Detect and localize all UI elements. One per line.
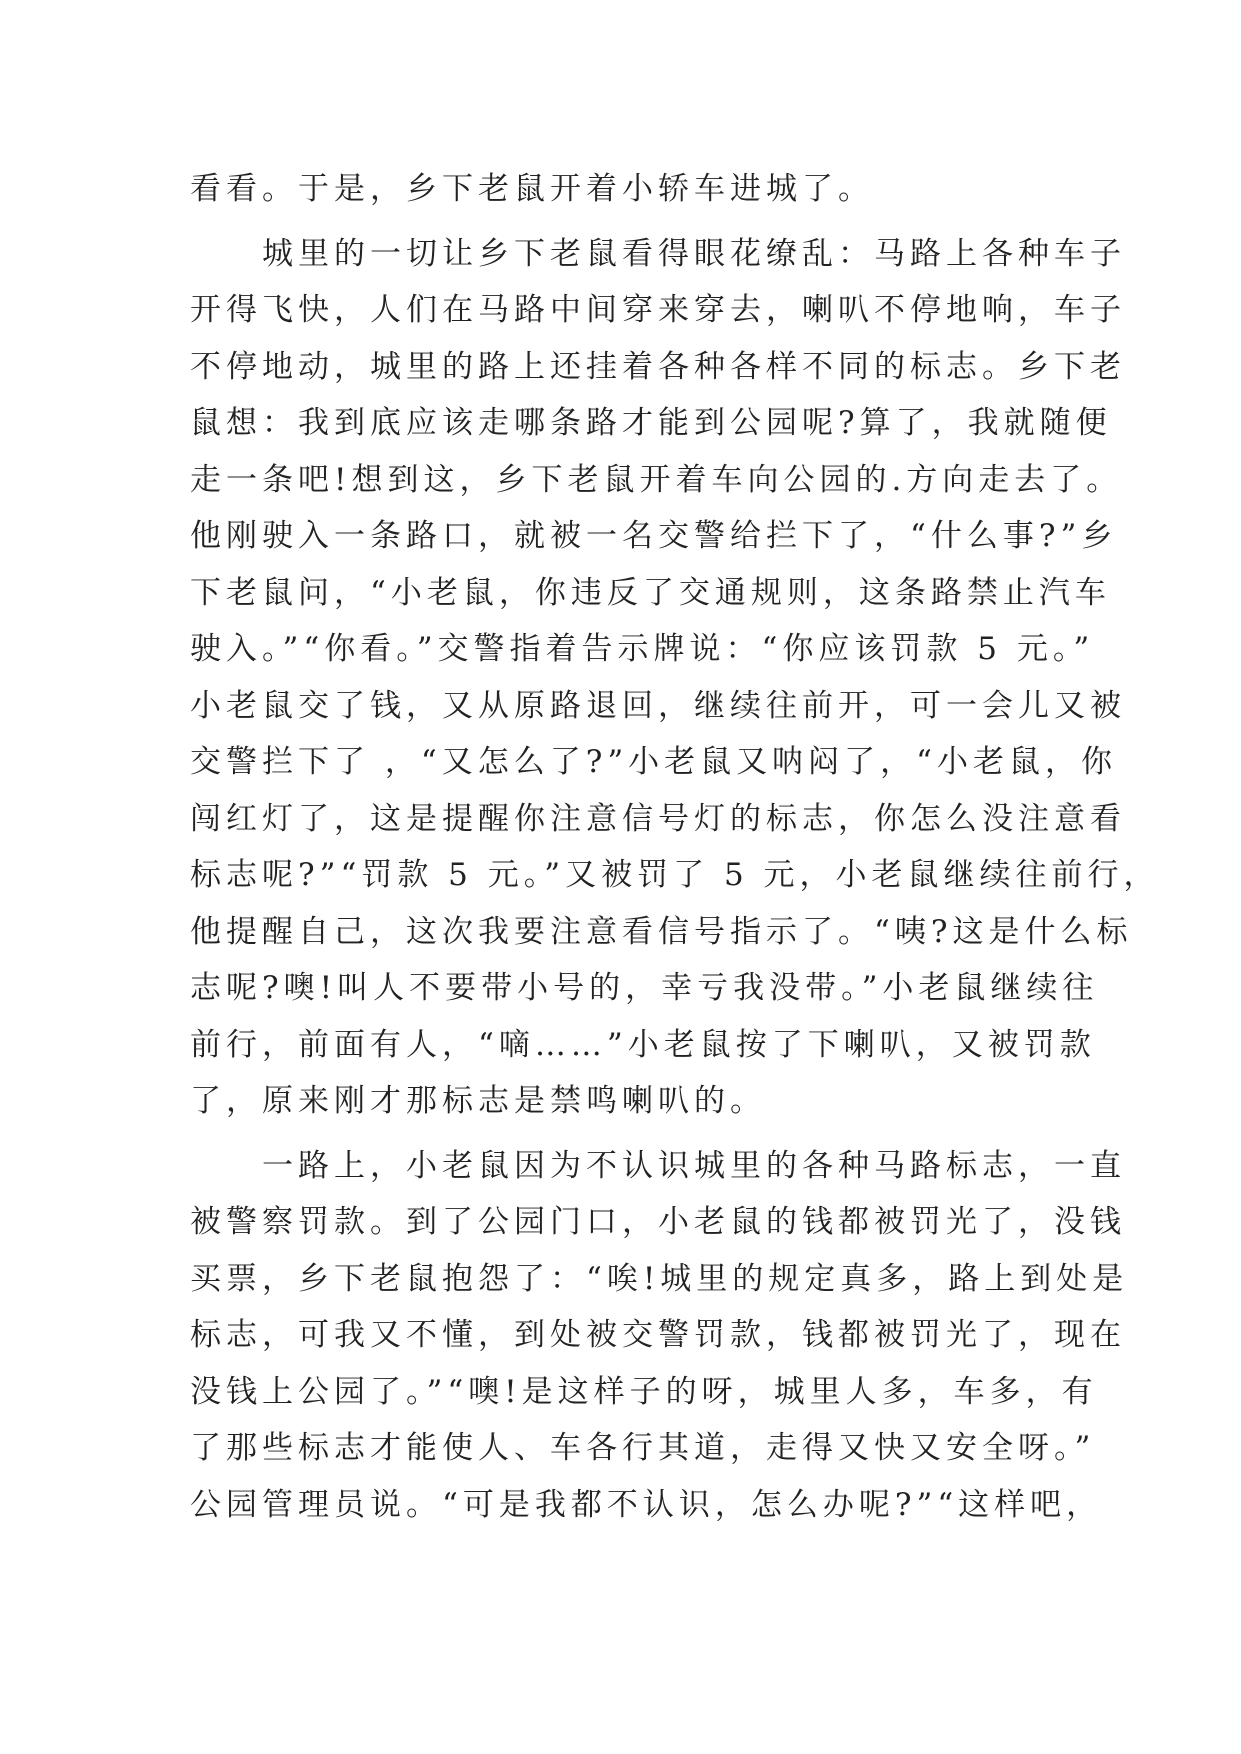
text-line: 了，原来刚才那标志是禁鸣喇叭的。 [190,1083,766,1119]
text-line: 走一条吧!想到这，乡下老鼠开着车向公园的.方向走去了。 [190,461,1123,498]
text-line: 驶入。”“你看。”交警指着告示牌说：“你应该罚款 5 元。” [190,631,1095,667]
text-line: 买票，乡下老鼠抱怨了：“唉!城里的规定真多，路上到处是 [190,1260,1129,1297]
text-line: 标志，可我又不懂，到处被交警罚款，钱都被罚光了，现在 [190,1317,1126,1353]
text-line: 被警察罚款。到了公园门口，小老鼠的钱都被罚光了，没钱 [190,1204,1126,1240]
text-line: 公园管理员说。“可是我都不认识，怎么办呢?”“这样吧， [190,1486,1103,1523]
text-line: 标志呢?”“罚款 5 元。”又被罚了 5 元，小老鼠继续往前行， [190,857,1160,893]
text-line: 城里的一切让乡下老鼠看得眼花缭乱：马路上各种车子 [190,235,1126,272]
text-line: 志呢?噢!叫人不要带小号的，幸亏我没带。”小老鼠继续往 [190,970,1099,1006]
story-text [190,161,1160,1533]
text-line: 不停地动，城里的路上还挂着各种各样不同的标志。乡下老 [190,348,1126,385]
text-line: 他刚驶入一条路口，就被一名交警给拦下了，“什么事?”乡 [190,518,1118,554]
text-line: 前行，前面有人，“嘀……”小老鼠按了下喇叭，又被罚款 [190,1026,1096,1063]
text-line: 看看。于是，乡下老鼠开着小轿车进城了。 [190,171,874,207]
text-line: 了那些标志才能使人、车各行其道，走得又快又安全呀。” [190,1430,1096,1466]
text-line: 没钱上公园了。”“噢!是这样子的呀，城里人多，车多，有 [190,1373,1098,1410]
text-line: 鼠想：我到底应该走哪条路才能到公园呢?算了，我就随便 [190,405,1112,441]
text-line: 小老鼠交了钱，又从原路退回，继续往前开，可一会儿又被 [190,687,1126,724]
text-line: 交警拦下了 ，“又怎么了?”小老鼠又呐闷了，“小老鼠，你 [190,744,1118,780]
text-line: 一路上，小老鼠因为不认识城里的各种马路标志，一直 [190,1147,1126,1184]
text-line: 下老鼠问，“小老鼠，你违反了交通规则，这条路禁止汽车 [190,574,1111,611]
text-line: 开得飞快，人们在马路中间穿来穿去，喇叭不停地响，车子 [190,292,1126,328]
text-line: 他提醒自己，这次我要注意看信号指示了。“咦?这是什么标 [190,913,1133,950]
text-line: 闯红灯了，这是提醒你注意信号灯的标志，你怎么没注意看 [190,800,1126,837]
